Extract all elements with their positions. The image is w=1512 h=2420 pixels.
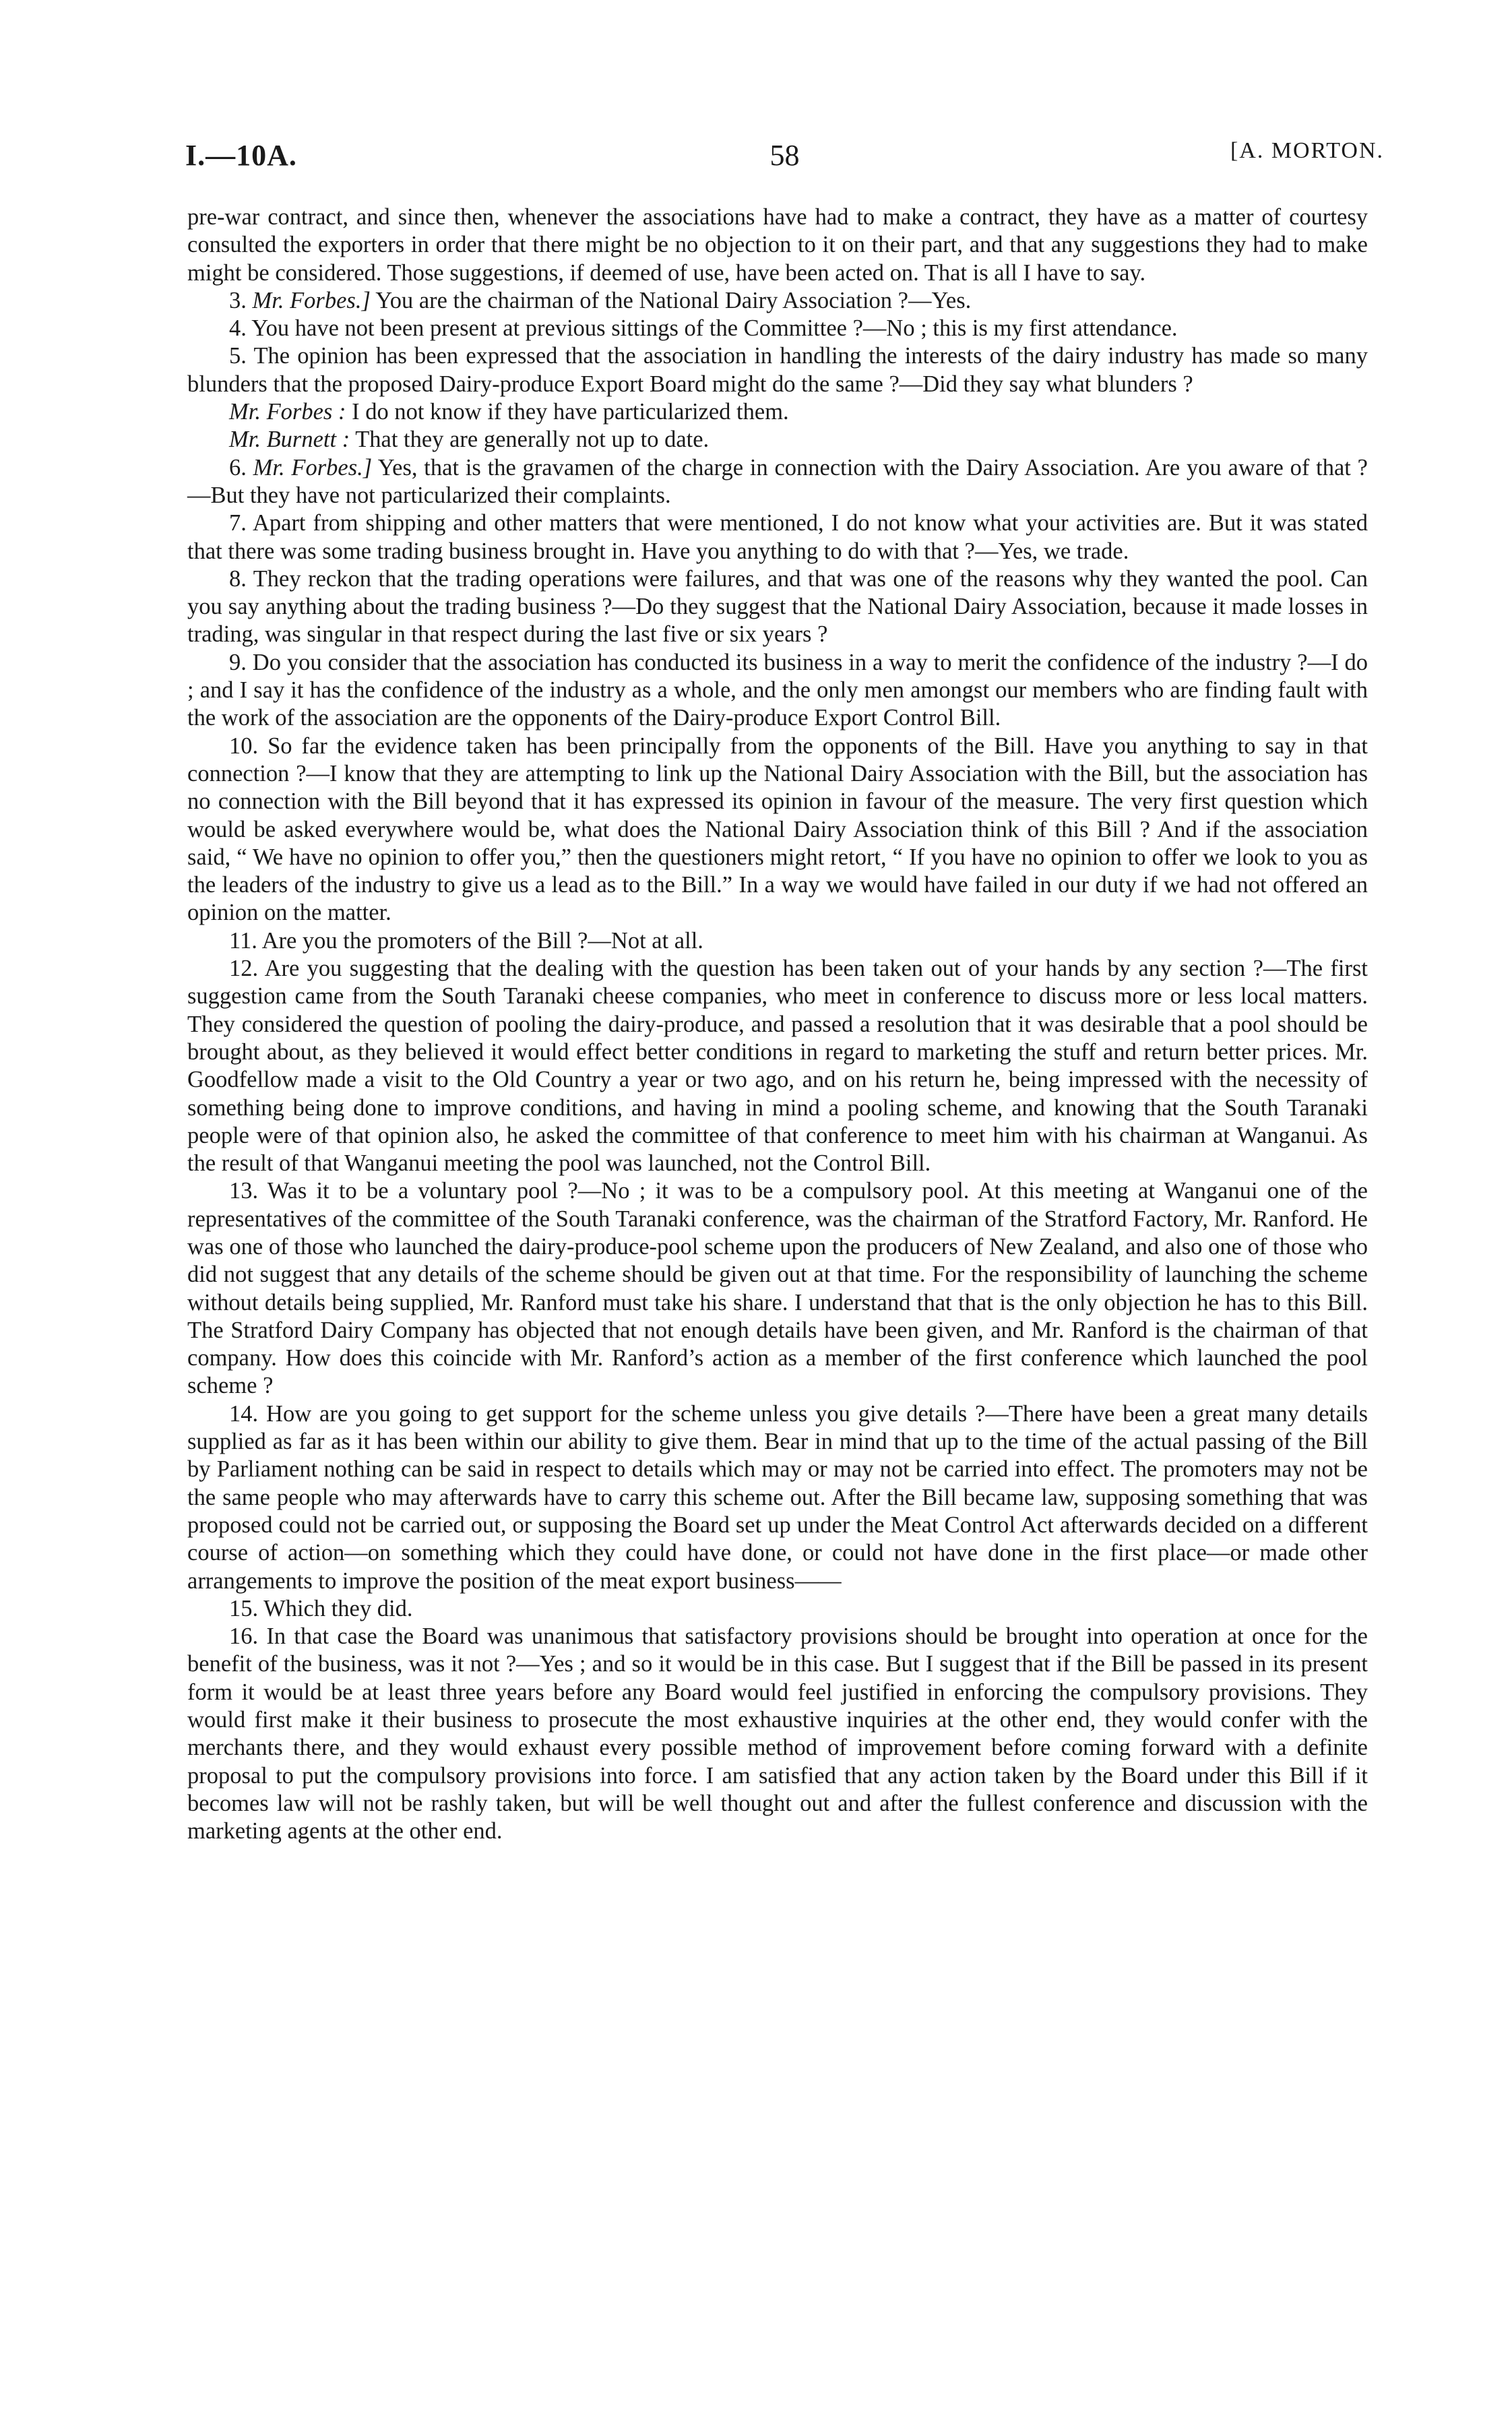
- paragraph: 3. Mr. Forbes.] You are the chairman of the National Dairy Association ?—Yes.: [229, 287, 972, 313]
- document-reference: I.—10A.: [185, 139, 297, 172]
- paragraph: 7. Apart from shipping and other matters that were mentioned, I do not know what your activities are. But it was stated that there was some trading business brought in. Have you anything to do with that ?—Yes, we trade.: [187, 510, 1368, 564]
- paragraph: 12. Are you suggesting that the dealing with the question has been taken out of your hands by any section ?—The first suggestion came from the South Taranaki cheese companies, who meet in conference to discuss more or less local matters. They considered the question of pooling the dairy-produce, and passed a resolution that it was desirable that a pool should be brought about, as they believed it would effect better conditions in regard to marketing the stuff and return better prices. Mr. Goodfellow made a visit to the Old Country a year or two ago, and on his return he, being impressed with the necessity of something being done to improve conditions, and having in mind a pooling scheme, and knowing that the South Taranaki people were of that opinion also, he asked the committee of that conference to meet him with his chairman at Wanganui. As the result of that Wanganui meeting the pool was launched, not the Control Bill.: [187, 956, 1368, 1177]
- paragraph: 4. You have not been present at previous sittings of the Committee ?—No ; this is my first attendance.: [229, 315, 1178, 342]
- page-header: [185, 138, 1384, 179]
- speaker-name: Mr. Forbes.]: [252, 287, 371, 313]
- paragraph: 15. Which they did.: [229, 1595, 413, 1621]
- paragraph: 9. Do you consider that the association has conducted its business in a way to merit the confidence of the industry ?—I do ; and I say it has the confidence of the industry as a whole, and the only men amongst our members who are finding fault with the work of the association are the opponents of the Dairy-produce Export Control Bill.: [187, 649, 1368, 731]
- speaker-name: Mr. Burnett :: [229, 427, 350, 453]
- paragraph: 13. Was it to be a voluntary pool ?—No ; it was to be a compulsory pool. At this meeting at Wanganui one of the representatives of the committee of the South Taranaki conference, was the chairman of the Stratford Factory, Mr. Ranford. He was one of those who launched the dairy-produce-pool scheme upon the producers of New Zealand, and also one of those who did not suggest that any details of the scheme should be given out at that time. For the responsibility of launching the scheme without details being supplied, Mr. Ranford must take his share. I understand that that is the only objection he has to this Bill. The Stratford Dairy Company has objected that not enough details have been given, and Mr. Ranford is the chairman of that company. How does this coincide with Mr. Ranford’s action as a member of the first conference which launched the pool scheme ?: [187, 1178, 1368, 1399]
- speaker-name: Mr. Forbes.]: [253, 454, 373, 480]
- paragraph: 16. In that case the Board was unanimous that satisfactory provisions should be brought into operation at once for the benefit of the business, was it not ?—Yes ; and so it would be in this case. But I suggest that if the Bill be passed in its present form it would be at least three years before any Board would feel justified in enforcing the compulsory provisions. They would first make it their business to prosecute the most exhaustive inquiries at the other end, they would confer with the merchants there, and they would exhaust every possible method of improvement before coming forward with a definite proposal to put the compulsory provisions into force. I am satisfied that any action taken by the Board under this Bill if it becomes law will not be rashly taken, but will be well thought out and after the fullest conference and discussion with the marketing agents at the other end.: [187, 1623, 1368, 1844]
- paragraph: 6. Mr. Forbes.] Yes, that is the gravamen of the charge in connection with the Dairy Association. Are you aware of that ?—But they have not particularized their complaints.: [187, 454, 1368, 508]
- witness-name: [A. MORTON.: [1230, 138, 1384, 163]
- paragraph: Mr. Forbes : I do not know if they have particularized them.: [229, 399, 789, 425]
- speaker-name: Mr. Forbes :: [229, 399, 346, 425]
- paragraph: 5. The opinion has been expressed that the association in handling the interests of the dairy industry has made so many blunders that the proposed Dairy-produce Export Board might do the same ?—Did they say what blunders ?: [187, 343, 1368, 397]
- paragraph: 11. Are you the promoters of the Bill ?—Not at all.: [229, 927, 703, 954]
- page-number: 58: [769, 139, 800, 172]
- paragraph: 10. So far the evidence taken has been principally from the opponents of the Bill. Have you anything to say in that connection ?—I know that they are attempting to link up the National Dairy Association with the Bill, but the association has no connection with the Bill beyond that it has expressed its opinion in favour of the measure. The very first question which would be asked everywhere would be, what does the National Dairy Association think of this Bill ? And if the association said, “ We have no opinion to offer you,” then the questioners might retort, “ If you have no opinion to offer we look to you as the leaders of the industry to give us a lead as to the Bill.” In a way we would have failed in our duty if we had not offered an opinion on the matter.: [187, 733, 1368, 926]
- paragraph: 14. How are you going to get support for the scheme unless you give details ?—There have been a great many details supplied as far as it has been within our ability to give them. Bear in mind that up to the time of the actual passing of the Bill by Parliament nothing can be said in respect to details which may or may not be carried into effect. The promoters may not be the same people who may afterwards have to carry this scheme out. After the Bill became law, supposing something that was proposed could not be carried out, or supposing the Board set up under the Meat Control Act afterwards decided on a different course of action—on something which they could have done, or could not have done in the first place—or made other arrangements to improve the position of the meat export business——: [187, 1400, 1368, 1594]
- body-text: [187, 204, 1368, 1846]
- paragraph: 8. They reckon that the trading operations were failures, and that was one of the reasons why they wanted the pool. Can you say anything about the trading business ?—Do they suggest that the National Dairy Association, because it made losses in trading, was singular in that respect during the last five or six years ?: [187, 565, 1368, 648]
- paragraph: pre-war contract, and since then, whenever the associations have had to make a contract, they have as a matter of courtesy consulted the exporters in order that there might be no objection to it on their part, and that any suggestions they had to make might be considered. Those suggestions, if deemed of use, have been acted on. That is all I have to say.: [187, 204, 1368, 286]
- paragraph: Mr. Burnett : That they are generally not up to date.: [229, 427, 710, 453]
